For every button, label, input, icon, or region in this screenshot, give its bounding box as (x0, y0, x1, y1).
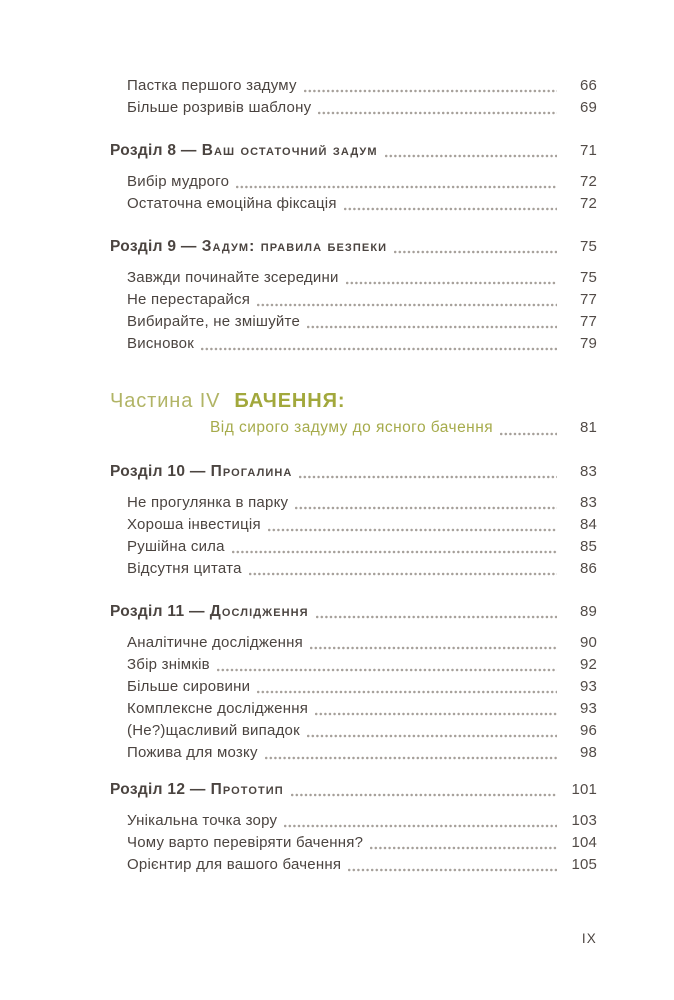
toc-chapter-entry (110, 235, 597, 258)
chapter-number-label: Розділ 10 — (110, 463, 206, 480)
part-divider (110, 387, 597, 440)
toc-entry-title: Остаточна емоційна фіксація (127, 195, 337, 212)
toc-entry (110, 558, 597, 580)
toc-entry-page: 83 (580, 463, 597, 480)
dotted-leader (500, 431, 557, 437)
toc-entry-page: 86 (580, 560, 597, 577)
dotted-leader (268, 527, 557, 533)
toc-entry-page: 93 (580, 700, 597, 717)
toc-entry-page: 75 (580, 238, 597, 255)
toc-entry (110, 676, 597, 698)
toc-entry (110, 514, 597, 536)
toc-entry-title: Вибирайте, не змішуйте (127, 313, 301, 330)
toc-entry (110, 810, 597, 832)
toc-entry (110, 333, 597, 355)
toc-entry-title: Відсутня цитата (127, 560, 242, 577)
chapter-title: Задум: правила безпеки (201, 238, 388, 255)
dotted-leader (295, 505, 557, 511)
toc-entry-page: 69 (580, 99, 597, 116)
chapter-heading (110, 778, 284, 801)
part-subtitle-entry (110, 415, 597, 440)
toc-entry (110, 654, 597, 676)
chapter-number-label: Розділ 11 — (110, 603, 205, 620)
toc-entry (110, 720, 597, 742)
dotted-leader (307, 324, 557, 330)
dotted-leader (299, 474, 557, 480)
chapter-heading (110, 460, 292, 483)
toc-entry-page: 79 (580, 335, 597, 352)
dotted-leader (257, 689, 557, 695)
toc-entry (110, 492, 597, 514)
dotted-leader (310, 645, 557, 651)
dotted-leader (385, 153, 557, 159)
part-subtitle: Від сирого задуму до ясного бачення (210, 419, 494, 436)
toc-entry-page: 77 (580, 313, 597, 330)
dotted-leader (236, 184, 557, 190)
toc-entry-page: 90 (580, 634, 597, 651)
toc-entry (110, 193, 597, 215)
toc-entry-page: 75 (580, 269, 597, 286)
chapter-number-label: Розділ 8 — (110, 142, 197, 159)
chapter-title: Прототип (210, 781, 284, 798)
dotted-leader (394, 249, 557, 255)
toc-entry-title: Більше розривів шаблону (127, 99, 312, 116)
toc-entry-title: (Не?)щасливий випадок (127, 722, 300, 739)
toc-entry-page: 72 (580, 195, 597, 212)
dotted-leader (291, 792, 557, 798)
toc-entry-title: Не перестарайся (127, 291, 251, 308)
toc-entry-page: 84 (580, 516, 597, 533)
toc-entry-title: Збір знімків (127, 656, 210, 673)
toc-entry-title: Унікальна точка зору (127, 812, 278, 829)
toc-entry (110, 311, 597, 333)
folio-number: IX (581, 931, 597, 946)
chapter-title: Дослідження (209, 603, 309, 620)
toc-entry-title: Хороша інвестиція (127, 516, 261, 533)
dotted-leader (249, 571, 557, 577)
toc-entry-page: 85 (580, 538, 597, 555)
page-folio (582, 931, 597, 946)
table-of-contents (110, 75, 597, 876)
toc-entry-title: Завжди починайте зсередини (127, 269, 339, 286)
dotted-leader (201, 346, 557, 352)
dotted-leader (307, 733, 557, 739)
toc-entry-page: 105 (571, 856, 597, 873)
toc-entry-page: 93 (580, 678, 597, 695)
toc-entry (110, 289, 597, 311)
toc-entry-title: Орієнтир для вашого бачення (127, 856, 342, 873)
chapter-number-label: Розділ 9 — (110, 238, 197, 255)
toc-entry-title: Пастка першого задуму (127, 77, 297, 94)
part-title: БАЧЕННЯ: (234, 390, 346, 412)
part-number-label: Частина IV (110, 390, 221, 412)
toc-entry (110, 171, 597, 193)
toc-entry (110, 632, 597, 654)
toc-entry (110, 97, 597, 119)
toc-entry (110, 75, 597, 97)
toc-entry-page: 83 (580, 494, 597, 511)
toc-entry (110, 854, 597, 876)
dotted-leader (344, 206, 557, 212)
dotted-leader (346, 280, 557, 286)
chapter-title: Прогалина (210, 463, 293, 480)
toc-entry-page: 77 (580, 291, 597, 308)
dotted-leader (318, 110, 557, 116)
chapter-heading (110, 235, 387, 258)
toc-entry-page: 81 (580, 419, 597, 436)
toc-entry-page: 71 (580, 142, 597, 159)
dotted-leader (265, 755, 557, 761)
toc-entry (110, 698, 597, 720)
toc-chapter-entry (110, 778, 597, 801)
dotted-leader (316, 614, 557, 620)
dotted-leader (232, 549, 557, 555)
dotted-leader (348, 867, 557, 873)
toc-entry-page: 98 (580, 744, 597, 761)
toc-entry-title: Комплексне дослідження (127, 700, 309, 717)
toc-entry-page: 89 (580, 603, 597, 620)
part-heading (110, 387, 597, 415)
toc-chapter-entry (110, 600, 597, 623)
toc-entry-title: Рушійна сила (127, 538, 225, 555)
toc-entry-page: 72 (580, 173, 597, 190)
toc-entry-title: Висновок (127, 335, 195, 352)
toc-entry (110, 742, 597, 764)
dotted-leader (217, 667, 557, 673)
toc-entry-title: Не прогулянка в парку (127, 494, 289, 511)
chapter-heading (110, 600, 309, 623)
chapter-title: Ваш остаточний задум (201, 142, 378, 159)
toc-entry (110, 536, 597, 558)
toc-entry-title: Пожива для мозку (127, 744, 258, 761)
toc-entry-page: 66 (580, 77, 597, 94)
toc-entry-page: 96 (580, 722, 597, 739)
toc-entry-title: Чому варто перевіряти бачення? (127, 834, 364, 851)
dotted-leader (257, 302, 557, 308)
toc-entry (110, 267, 597, 289)
dotted-leader (370, 845, 557, 851)
toc-entry-title: Аналітичне дослідження (127, 634, 304, 651)
toc-chapter-entry (110, 460, 597, 483)
chapter-heading (110, 139, 378, 162)
chapter-number-label: Розділ 12 — (110, 781, 206, 798)
toc-entry-page: 92 (580, 656, 597, 673)
toc-entry (110, 832, 597, 854)
toc-entry-title: Вибір мудрого (127, 173, 230, 190)
toc-chapter-entry (110, 139, 597, 162)
toc-entry-page: 103 (571, 812, 597, 829)
dotted-leader (284, 823, 557, 829)
toc-entry-page: 101 (571, 781, 597, 798)
toc-entry-title: Більше сировини (127, 678, 251, 695)
toc-entry-page: 104 (571, 834, 597, 851)
dotted-leader (304, 88, 557, 94)
dotted-leader (315, 711, 557, 717)
